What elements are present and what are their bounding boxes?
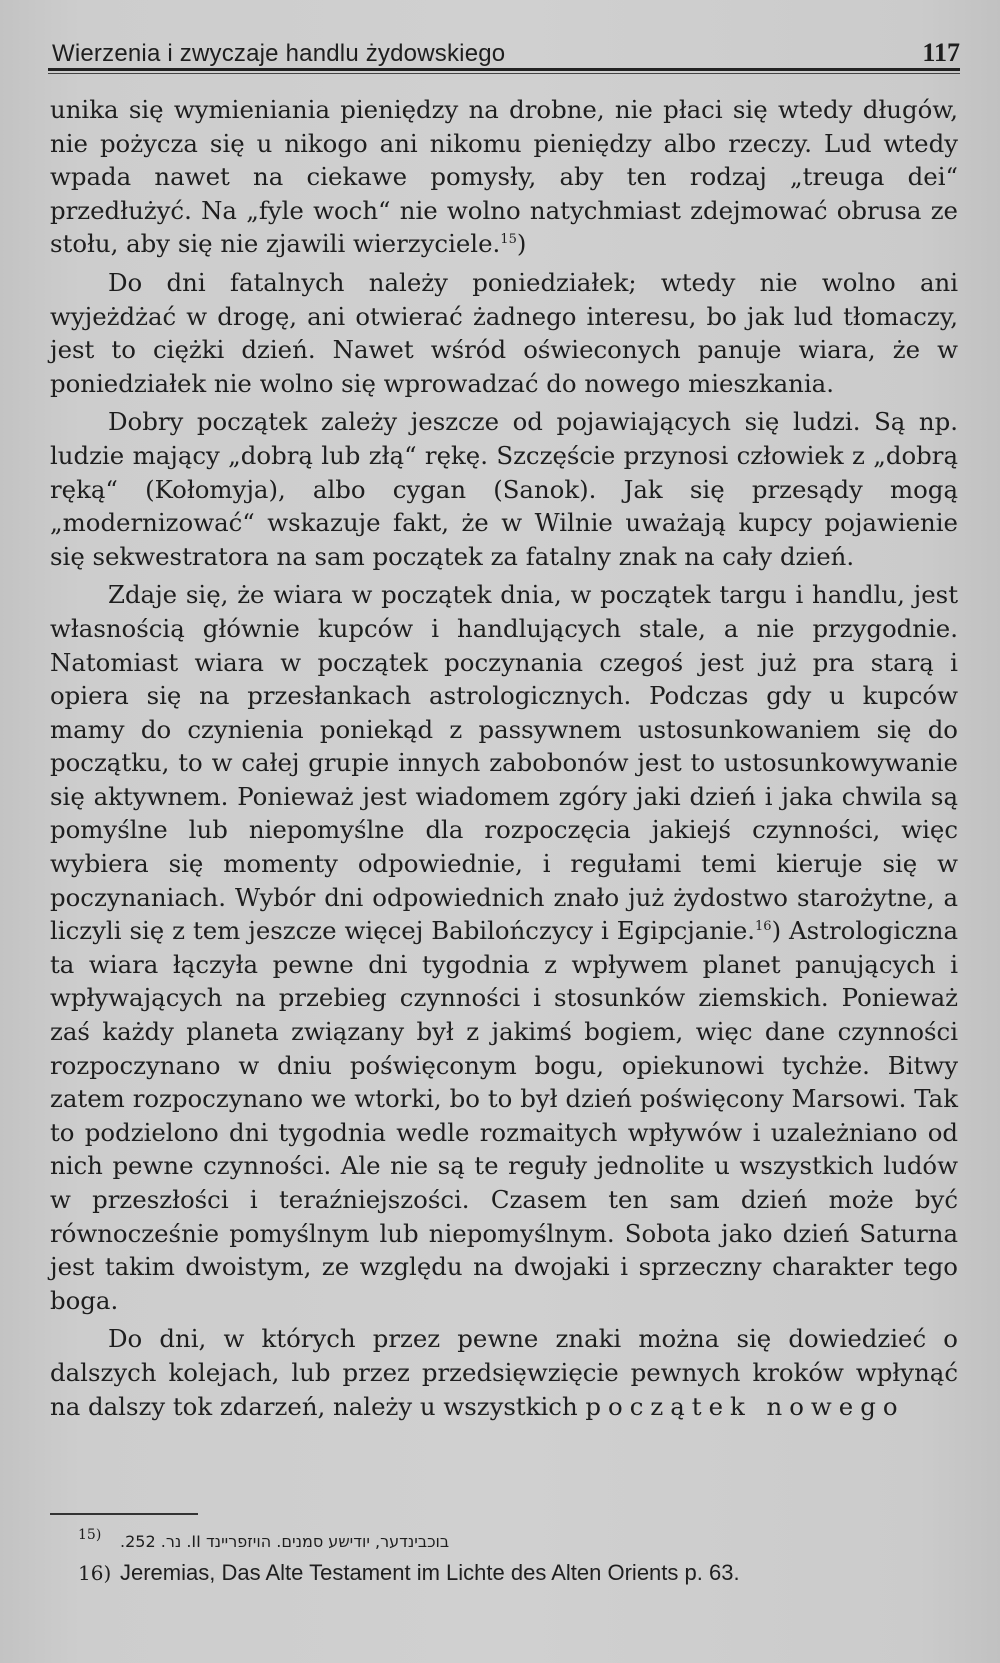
footnote-mark: 16) (78, 1561, 112, 1585)
text-run: ) Astrologiczna ta wiara łączyła pewne dni tygodnia z wpływem planet panujących i wpływających na przebieg czynności i stosunków ziemskich. Ponieważ zaś każdy planeta związany był z jakimś bogiem, więc dane czynności rozpoczynano w dniu poświęconym bogu, opiekunowi tychże. Bitwy zatem rozpoczynano we wtorki, bo to był dzień poświęcony Marsowi. Tak to podzielono dni tygodnia wedle rozmaitych wpływów i uzależniano od nich pewne czynności. Ale nie są te reguły jednolite u wszystkich ludów w przeszłości i teraźniejszości. Czasem ten sam dzień może być równocześnie pomyślnym lub niepomyślnym. Sobota jako dzień Saturna jest takim dwoistym, ze względu na dwojaki i sprzeczny charakter tego boga. (50, 916, 958, 1315)
footnote-reference: 15 (500, 232, 517, 248)
body-text (50, 93, 958, 1423)
paragraph (50, 93, 958, 261)
footnotes (78, 1527, 940, 1588)
spaced-emphasis: początek nowego (585, 1391, 905, 1421)
paragraph (50, 578, 958, 1317)
text-run: Zdaje się, że wiara w początek dnia, w początek targu i handlu, jest własnością głównie kupców i handlujących stale, a nie przygodnie. Natomiast wiara w początek poczynania czegoś jest już pra starą i opiera się na przesłankach astrologicznych. Podczas gdy u kupców mamy do czynienia poniekąd z passywnem ustosunkowaniem się do początku, to w całej grupie innych zabobonów jest to ustosunkowywanie się aktywnem. Ponieważ jest wiadomem zgóry jaki dzień i jaka chwila są pomyślne lub niepomyślne dla rozpoczęcia jakiejś czynności, więc wybiera się momenty odpowiednie, i regułami temi kieruje się w poczynaniach. Wybór dni odpowiednich znało już żydostwo starożytne, a liczyli się z tem jeszcze więcej Babilończycy i Egipcjanie. (50, 580, 958, 946)
footnote-15 (78, 1527, 940, 1558)
running-title: Wierzenia i zwyczaje handlu żydowskiego (52, 40, 506, 67)
paragraph (50, 266, 958, 400)
text-run: Do dni fatalnych należy poniedziałek; wtedy nie wolno ani wyjeżdżać w drogę, ani otwierać żadnego interesu, bo jak lud tłomaczy, jest to ciężki dzień. Nawet wśród oświeconych panuje wiara, że w poniedziałek nie wolno się wprowadzać do nowego mieszkania. (50, 267, 958, 398)
footnote-text: בוכבינדער, יודישע סמנים. הויזפריינד II. נר. 252. (120, 1532, 450, 1551)
page-number: 117 (922, 38, 960, 67)
footnote-text: Jeremias, Das Alte Testament im Lichte des Alten Orients p. 63. (120, 1560, 740, 1585)
footnote-rule (50, 1513, 198, 1515)
paragraph (50, 405, 958, 573)
text-run: ) (516, 229, 527, 259)
footnote-mark: 15) (78, 1527, 102, 1543)
text-run: Dobry początek zależy jeszcze od pojawiających się ludzi. Są np. ludzie mający „dobrą lub złą“ rękę. Szczęście przynosi człowiek z „dobrą ręką“ (Kołomyja), albo cygan (Sanok). Jak się przesądy mogą „modernizować“ wskazuje fakt, że w Wilnie uważają kupcy pojawienie się sekwestratora na sam początek za fatalny znak na cały dzień. (50, 407, 958, 571)
text-run: Do dni, w których przez pewne znaki można się dowiedzieć o dalszych kolejach, lub przez przedsięwzięcie pewnych kroków wpłynąć na dalszy tok zdarzeń, należy u wszystkich (50, 1324, 958, 1421)
running-header (52, 28, 960, 68)
footnote-reference: 16 (755, 919, 772, 935)
paragraph (50, 1322, 958, 1423)
header-rule (48, 68, 960, 74)
footnote-16 (78, 1558, 940, 1588)
text-run: unika się wymieniania pieniędzy na drobne, nie płaci się wtedy długów, nie pożycza się u nikogo ani nikomu pieniędzy albo rzeczy. Lud wtedy wpada nawet na ciekawe pomysły, aby ten rodzaj „treuga dei“ przedłużyć. Na „fyle woch“ nie wolno natychmiast zdejmować obrusa ze stołu, aby się nie zjawili wierzyciele. (50, 95, 958, 259)
